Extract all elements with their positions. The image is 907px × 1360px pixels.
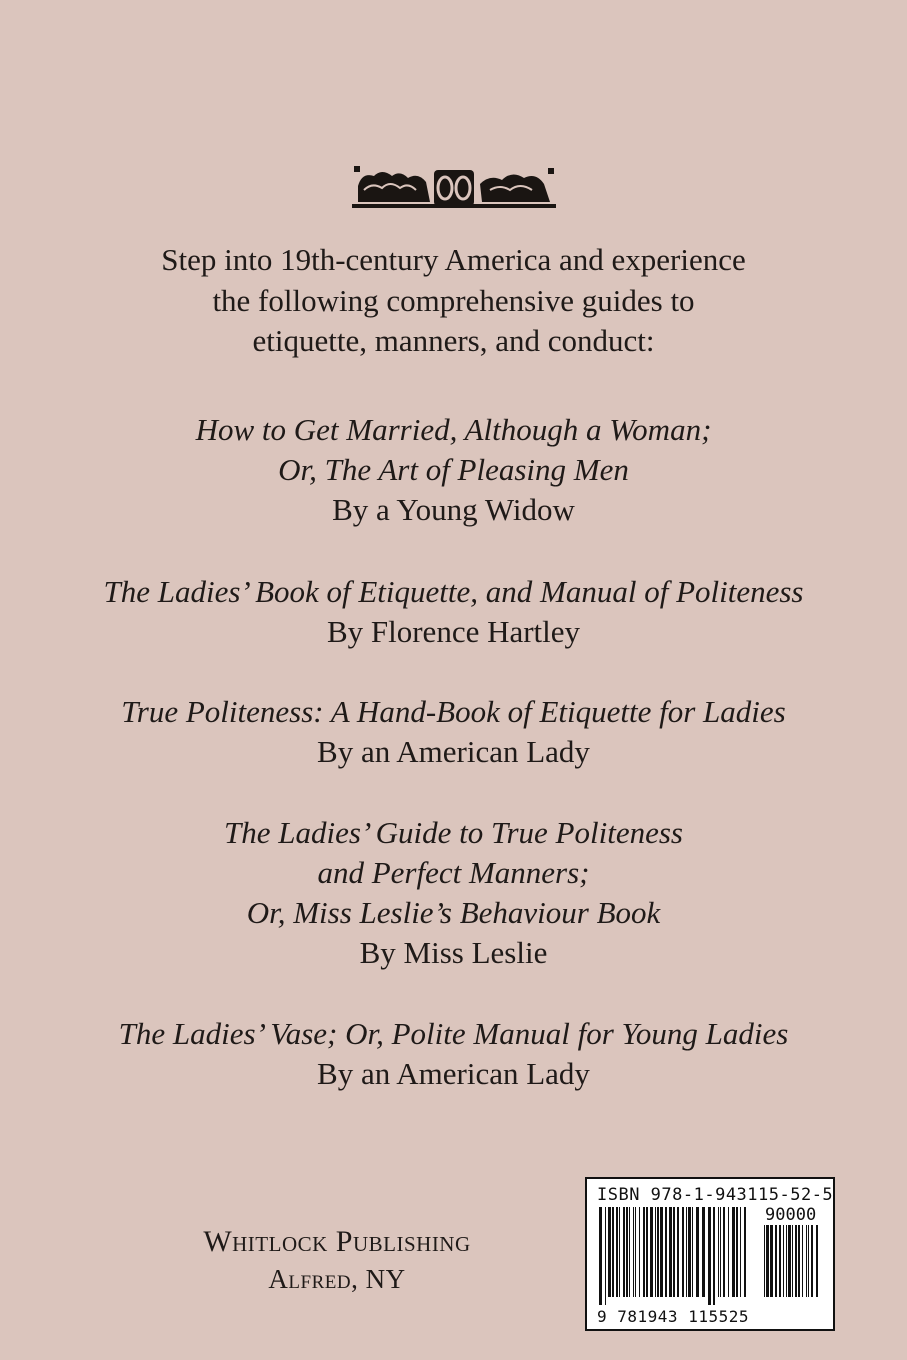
barcode-bar [783,1225,784,1297]
barcode-bar [802,1225,803,1297]
barcode-bar [744,1207,746,1297]
barcode-bar [732,1207,735,1297]
book-title-line: The Ladies’ Book of Etiquette, and Manual of Politeness [103,574,804,609]
barcode-bar [770,1225,773,1297]
book-author: By an American Lady [317,734,590,769]
book-entry [0,813,907,973]
book-title-line: Or, The Art of Pleasing Men [278,452,629,487]
book-author: By Miss Leslie [359,935,548,970]
book-entry [0,1014,907,1094]
barcode-bar [713,1207,715,1305]
isbn-barcode [585,1177,835,1331]
barcode-bar [816,1225,818,1297]
barcode-bar [657,1207,659,1297]
barcode-bar [612,1207,614,1297]
barcode-bar [682,1207,684,1297]
barcode-bars [599,1207,751,1305]
barcode-bar [720,1207,721,1297]
barcode-bar [786,1225,787,1297]
intro-line: etiquette, manners, and conduct: [252,323,655,358]
barcode-bar [655,1207,656,1297]
book-author: By Florence Hartley [326,614,581,649]
isbn-label: ISBN 978-1-943115-52-5 [597,1185,834,1205]
barcode-bar [650,1207,653,1297]
book-title-line: Or, Miss Leslie’s Behaviour Book [246,895,661,930]
barcode-bar [723,1207,725,1297]
barcode-bar [635,1207,636,1297]
ean-digits: 9 781943 115525 [597,1307,749,1326]
book-author: By a Young Widow [332,492,575,527]
barcode-bar [677,1207,679,1297]
barcode-bar [728,1207,729,1297]
intro-line: Step into 19th-century America and experience [161,242,746,277]
book-title-line: How to Get Married, Although a Woman; [195,412,712,447]
barcode-bar [808,1225,809,1297]
barcode-bar [633,1207,634,1297]
barcode-bar [673,1207,675,1297]
barcode-bar [811,1225,813,1297]
barcode-bar [639,1207,640,1297]
barcode-bar [779,1225,781,1297]
book-title-line: True Politeness: A Hand-Book of Etiquette for Ladies [121,694,786,729]
publisher-name: Whitlock Publishing [203,1225,471,1258]
barcode-bar [736,1207,738,1297]
barcode-bar [623,1207,625,1297]
barcode-bar [708,1207,711,1305]
barcode-bar [692,1207,693,1297]
barcode-bar [608,1207,611,1297]
book-entry [0,692,907,772]
barcode-bar [605,1207,606,1305]
barcode-bar [599,1207,602,1305]
barcode-bar [788,1225,791,1297]
intro-line: the following comprehensive guides to [212,282,695,318]
book-author: By an American Lady [317,1056,590,1091]
barcode-bar [740,1207,741,1297]
publisher-location: Alfred, NY [268,1264,406,1294]
barcode-bar [646,1207,648,1297]
barcode-bar [775,1225,777,1297]
publisher-block [172,1222,502,1296]
addon-barcode-bars [764,1225,824,1305]
barcode-bar [766,1225,769,1297]
book-title-line: The Ladies’ Vase; Or, Polite Manual for Young Ladies [118,1016,789,1051]
barcode-bar [702,1207,705,1297]
barcode-bar [718,1207,719,1297]
barcode-bar [688,1207,691,1297]
barcode-bar [660,1207,663,1297]
barcode-bar [686,1207,687,1297]
barcode-bar [798,1225,800,1297]
barcode-bar [643,1207,645,1297]
barcode-bar [669,1207,672,1297]
barcode-bar [619,1207,620,1297]
book-title-line: The Ladies’ Guide to True Politeness [224,815,683,850]
barcode-bar [629,1207,630,1297]
barcode-bar [626,1207,628,1297]
book-entry [0,572,907,652]
barcode-bar [616,1207,618,1297]
price-code: 90000 [765,1205,817,1225]
book-title-line: and Perfect Manners; [317,855,590,890]
book-entry [0,410,907,530]
intro-paragraph [0,240,907,362]
barcode-bar [795,1225,797,1297]
barcode-bar [665,1207,667,1297]
barcode-bar [764,1225,765,1297]
barcode-bar [792,1225,793,1297]
barcode-bar [806,1225,807,1297]
floral-ornament-icon [352,160,556,212]
barcode-bar [696,1207,699,1297]
